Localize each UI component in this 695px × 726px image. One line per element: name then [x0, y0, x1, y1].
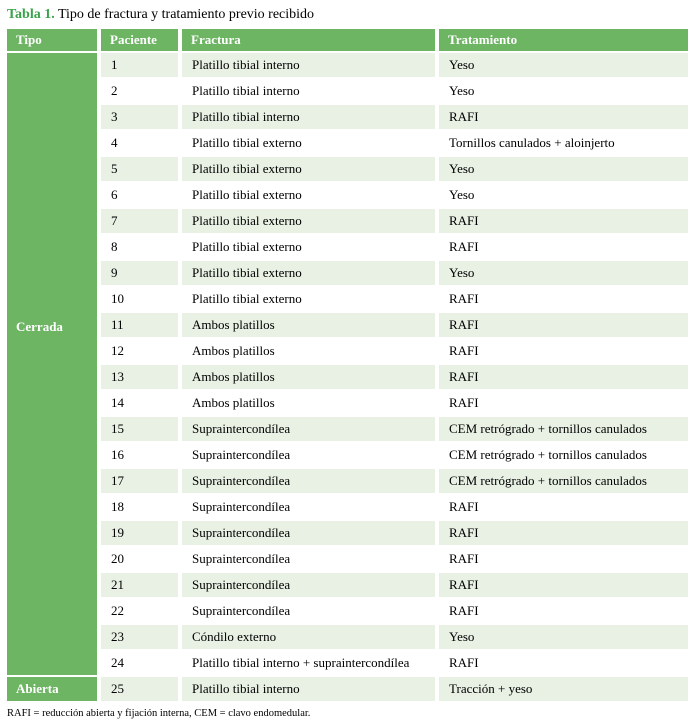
table-row [7, 625, 688, 651]
cell-tratamiento: RAFI [439, 235, 688, 261]
tipo-label: Cerrada [16, 318, 63, 334]
tipo-cell-cerrada [7, 53, 101, 677]
cell-fractura: Supraintercondílea [182, 495, 439, 521]
cell-fractura: Platillo tibial interno [182, 53, 439, 79]
cell-tratamiento: RAFI [439, 495, 688, 521]
cell-paciente: 13 [101, 365, 182, 391]
table-body [7, 53, 688, 703]
cell-tratamiento: RAFI [439, 287, 688, 313]
table-row [7, 469, 688, 495]
cell-tratamiento: CEM retrógrado + tornillos canulados [439, 469, 688, 495]
cell-paciente: 14 [101, 391, 182, 417]
cell-tratamiento: CEM retrógrado + tornillos canulados [439, 417, 688, 443]
cell-paciente: 9 [101, 261, 182, 287]
fracture-treatment-table [7, 29, 688, 703]
tipo-label: Abierta [16, 681, 59, 696]
cell-fractura: Ambos platillos [182, 365, 439, 391]
cell-fractura: Ambos platillos [182, 391, 439, 417]
cell-paciente: 19 [101, 521, 182, 547]
cell-paciente: 24 [101, 651, 182, 677]
table-row [7, 443, 688, 469]
cell-tratamiento: CEM retrógrado + tornillos canulados [439, 443, 688, 469]
cell-paciente: 6 [101, 183, 182, 209]
tipo-cell-abierta [7, 677, 101, 703]
cell-tratamiento: Tracción + yeso [439, 677, 688, 703]
cell-fractura: Platillo tibial externo [182, 261, 439, 287]
table-row [7, 235, 688, 261]
cell-fractura: Cóndilo externo [182, 625, 439, 651]
cell-fractura: Supraintercondílea [182, 547, 439, 573]
cell-fractura: Platillo tibial externo [182, 235, 439, 261]
cell-tratamiento: Yeso [439, 261, 688, 287]
cell-fractura: Ambos platillos [182, 313, 439, 339]
cell-tratamiento: RAFI [439, 365, 688, 391]
cell-paciente: 22 [101, 599, 182, 625]
table-row [7, 521, 688, 547]
cell-fractura: Platillo tibial interno [182, 79, 439, 105]
table-header [7, 29, 688, 53]
table-row [7, 677, 688, 703]
cell-fractura: Platillo tibial interno [182, 677, 439, 703]
cell-tratamiento: RAFI [439, 313, 688, 339]
cell-tratamiento: RAFI [439, 391, 688, 417]
cell-fractura: Platillo tibial externo [182, 287, 439, 313]
cell-paciente: 1 [101, 53, 182, 79]
cell-fractura: Supraintercondílea [182, 417, 439, 443]
table-row [7, 183, 688, 209]
cell-fractura: Platillo tibial externo [182, 157, 439, 183]
cell-paciente: 7 [101, 209, 182, 235]
table-row [7, 339, 688, 365]
cell-tratamiento: Tornillos canulados + aloinjerto [439, 131, 688, 157]
table-row [7, 79, 688, 105]
cell-tratamiento: Yeso [439, 183, 688, 209]
cell-paciente: 21 [101, 573, 182, 599]
cell-paciente: 23 [101, 625, 182, 651]
table-row [7, 287, 688, 313]
column-header-tratamiento: Tratamiento [439, 29, 688, 53]
cell-fractura: Platillo tibial interno [182, 105, 439, 131]
table-row [7, 599, 688, 625]
cell-tratamiento: RAFI [439, 651, 688, 677]
cell-fractura: Supraintercondílea [182, 599, 439, 625]
table-row [7, 209, 688, 235]
cell-tratamiento: RAFI [439, 105, 688, 131]
cell-paciente: 25 [101, 677, 182, 703]
cell-paciente: 2 [101, 79, 182, 105]
table-row [7, 131, 688, 157]
table-row [7, 573, 688, 599]
cell-fractura: Supraintercondílea [182, 521, 439, 547]
cell-fractura: Platillo tibial interno + supraintercondílea [182, 651, 439, 677]
table-row [7, 157, 688, 183]
header-row [7, 29, 688, 53]
cell-fractura: Platillo tibial externo [182, 131, 439, 157]
column-header-tipo: Tipo [7, 29, 101, 53]
cell-tratamiento: RAFI [439, 599, 688, 625]
cell-tratamiento: Yeso [439, 79, 688, 105]
column-header-fractura: Fractura [182, 29, 439, 53]
column-header-paciente: Paciente [101, 29, 182, 53]
cell-tratamiento: RAFI [439, 547, 688, 573]
cell-fractura: Supraintercondílea [182, 573, 439, 599]
table-row [7, 313, 688, 339]
cell-tratamiento: Yeso [439, 625, 688, 651]
table-title-text: Tipo de fractura y tratamiento previo recibido [54, 7, 315, 22]
cell-fractura: Platillo tibial externo [182, 209, 439, 235]
table-row [7, 365, 688, 391]
cell-paciente: 8 [101, 235, 182, 261]
table-title-label: Tabla 1. [7, 7, 55, 22]
cell-fractura: Supraintercondílea [182, 443, 439, 469]
table-row [7, 547, 688, 573]
cell-paciente: 4 [101, 131, 182, 157]
cell-fractura: Platillo tibial externo [182, 183, 439, 209]
table-footnote: RAFI = reducción abierta y fijación interna, CEM = clavo endomedular. [7, 708, 311, 719]
cell-paciente: 18 [101, 495, 182, 521]
cell-tratamiento: Yeso [439, 157, 688, 183]
cell-fractura: Ambos platillos [182, 339, 439, 365]
table-row [7, 105, 688, 131]
cell-paciente: 20 [101, 547, 182, 573]
cell-tratamiento: RAFI [439, 339, 688, 365]
cell-paciente: 12 [101, 339, 182, 365]
table-row [7, 495, 688, 521]
cell-paciente: 16 [101, 443, 182, 469]
table-title [7, 6, 688, 23]
cell-tratamiento: RAFI [439, 573, 688, 599]
table-row [7, 391, 688, 417]
cell-tratamiento: RAFI [439, 521, 688, 547]
cell-paciente: 3 [101, 105, 182, 131]
table-row [7, 417, 688, 443]
cell-paciente: 11 [101, 313, 182, 339]
table-row [7, 261, 688, 287]
cell-paciente: 10 [101, 287, 182, 313]
cell-paciente: 15 [101, 417, 182, 443]
table-row [7, 53, 688, 79]
cell-tratamiento: Yeso [439, 53, 688, 79]
cell-paciente: 5 [101, 157, 182, 183]
cell-fractura: Supraintercondílea [182, 469, 439, 495]
table-row [7, 651, 688, 677]
cell-paciente: 17 [101, 469, 182, 495]
cell-tratamiento: RAFI [439, 209, 688, 235]
